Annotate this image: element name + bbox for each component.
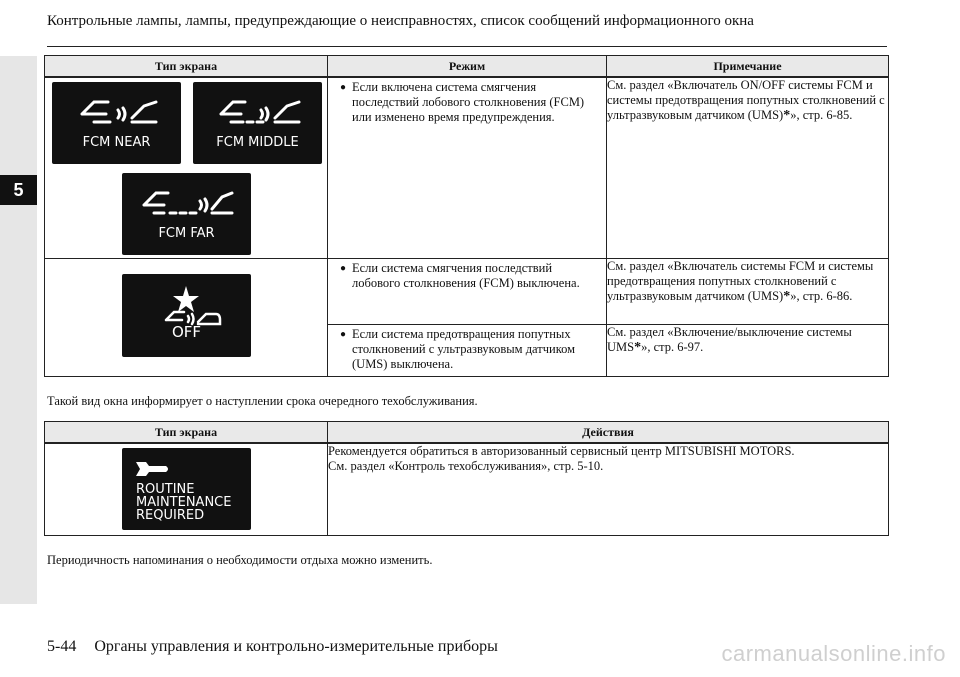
info-text: Такой вид окна информирует о наступлении срока очередного техобслуживания. bbox=[47, 394, 478, 408]
screen-type-cell bbox=[45, 258, 328, 376]
chapter-tab: 5 bbox=[0, 175, 37, 205]
mode-cell bbox=[328, 324, 607, 376]
action-text: См. раздел «Контроль техобслуживания», стр. 5-10. bbox=[328, 459, 604, 473]
panel-label: FCM NEAR bbox=[82, 135, 151, 150]
footnote-star: * bbox=[783, 108, 791, 123]
note-text: См. раздел «Включение/выключение системы UMS bbox=[607, 324, 852, 354]
maintenance-table bbox=[44, 421, 889, 536]
header-rule bbox=[47, 46, 887, 47]
mode-cell bbox=[328, 77, 607, 258]
note-cell bbox=[607, 324, 889, 376]
footer-title: Органы управления и контрольно-измерительные приборы bbox=[94, 638, 498, 655]
panel-label: OFF bbox=[171, 322, 202, 341]
panel-label: FCM MIDDLE bbox=[216, 135, 299, 150]
fcm-off-panel bbox=[122, 274, 251, 357]
car-distance-icon bbox=[122, 173, 251, 255]
column-header-mode: Режим bbox=[328, 56, 607, 78]
note-text: См. раздел «Включатель ON/OFF системы FCM и системы предотвращения попутных столкновений с ультразвуковым датчиком (UMS) bbox=[607, 78, 885, 122]
fcm-middle-panel bbox=[193, 82, 322, 164]
mode-cell bbox=[328, 258, 607, 324]
mode-text: ● Если система предотвращения попутных столкновений с ультразвуковым датчиком (UMS) выключена. bbox=[340, 327, 602, 372]
car-distance-icon bbox=[52, 82, 181, 164]
side-strip bbox=[0, 56, 37, 604]
fcm-near-panel bbox=[52, 82, 181, 164]
footnote-star: * bbox=[634, 339, 642, 355]
page-number: 5-44 bbox=[47, 638, 77, 655]
column-header-actions: Действия bbox=[328, 422, 889, 444]
running-title: Контрольные лампы, лампы, предупреждающие о неисправностях, список сообщений информационного окна bbox=[47, 13, 754, 29]
fcm-collision-icon bbox=[122, 274, 251, 357]
table-row bbox=[45, 77, 889, 258]
note-tail: », стр. 6-86. bbox=[790, 288, 853, 303]
watermark: carmanualsonline.info bbox=[721, 641, 946, 666]
screen-type-cell bbox=[45, 443, 328, 535]
bottom-text: Периодичность напоминания о необходимости отдыха можно изменить. bbox=[47, 553, 433, 567]
table-row bbox=[45, 258, 889, 324]
screen-type-cell bbox=[45, 77, 328, 258]
note-tail: », стр. 6-85. bbox=[790, 108, 853, 122]
column-header-screen-type: Тип экрана bbox=[45, 422, 328, 444]
table-row bbox=[45, 443, 889, 535]
routine-maintenance-panel bbox=[122, 448, 251, 530]
column-header-note: Примечание bbox=[607, 56, 889, 78]
screen-mode-table bbox=[44, 55, 889, 377]
car-distance-icon bbox=[193, 82, 322, 164]
panel-label: FCM FAR bbox=[158, 226, 215, 241]
actions-cell bbox=[328, 443, 889, 535]
column-header-screen-type: Тип экрана bbox=[45, 56, 328, 78]
note-tail: », стр. 6-97. bbox=[641, 339, 704, 354]
mode-text: ● Если система смягчения последствий лобового столкновения (FCM) выключена. bbox=[340, 261, 602, 291]
action-text: Рекомендуется обратиться в авторизованный сервисный центр MITSUBISHI MOTORS. bbox=[328, 444, 795, 458]
mode-text: ● Если включена система смягчения последствий лобового столкновения (FCM) или изменено время предупреждения. bbox=[340, 80, 602, 125]
note-cell bbox=[607, 77, 889, 258]
footnote-star: * bbox=[783, 288, 791, 304]
note-text: См. раздел «Включатель системы FCM и системы предотвращения попутных столкновений с ультразвуковым датчиком (UMS) bbox=[607, 258, 874, 303]
fcm-far-panel bbox=[122, 173, 251, 255]
page-footer bbox=[47, 638, 498, 656]
panel-label: ROUTINE MAINTENANCE REQUIRED bbox=[136, 482, 232, 523]
note-cell bbox=[607, 258, 889, 324]
